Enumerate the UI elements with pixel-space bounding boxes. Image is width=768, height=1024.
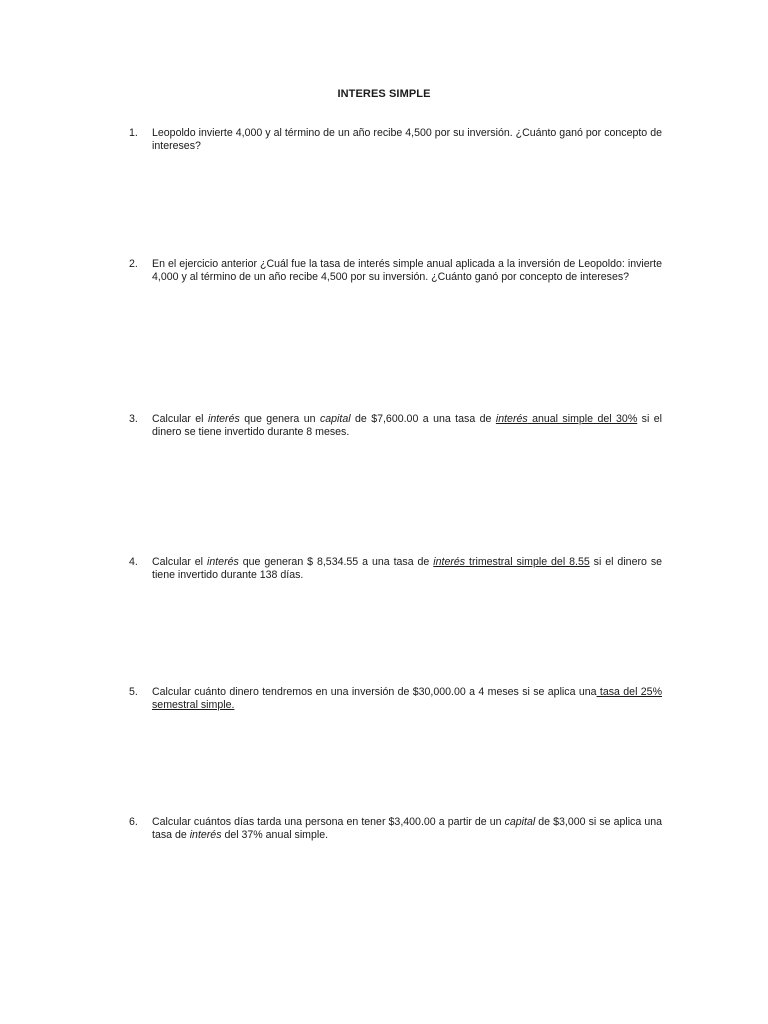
question-6: [129, 816, 662, 842]
text-run: que genera un: [239, 413, 320, 425]
question-5: [129, 686, 662, 712]
question-number: 3.: [129, 413, 138, 425]
text-run: si el dinero se tiene invertido durante 8 meses.: [152, 413, 663, 438]
text-run-underlined: tasa del 25% semestral simple.: [152, 686, 662, 711]
question-number: 1.: [129, 127, 138, 139]
question-number: 5.: [129, 686, 138, 698]
question-1: [129, 127, 662, 153]
question-number: 6.: [129, 816, 138, 828]
question-2: [129, 258, 662, 284]
question-text: [152, 127, 662, 153]
question-text: [152, 816, 662, 842]
question-4: [129, 556, 662, 582]
text-run: Calcular el: [152, 413, 208, 425]
text-run-italic-underlined: interés: [433, 556, 466, 568]
text-run-italic: interés: [189, 829, 222, 841]
question-number: 2.: [129, 258, 138, 270]
text-run: que generan $ 8,534.55 a una tasa de: [238, 556, 434, 568]
page-title: INTERES SIMPLE: [337, 88, 431, 100]
text-run: Calcular el: [152, 556, 207, 568]
text-run: del 37% anual simple.: [221, 829, 329, 841]
text-run: de $7,600.00 a una tasa de: [350, 413, 496, 425]
text-run: Leopoldo invierte 4,000 y al término de un año recibe 4,500 por su inversión. ¿Cuánto ganó por concepto de intereses?: [152, 127, 662, 152]
question-text: [152, 556, 662, 582]
text-run: Calcular cuánto dinero tendremos en una inversión de $30,000.00 a 4 meses si se aplica una: [152, 686, 597, 698]
text-run-italic: capital: [504, 816, 536, 828]
text-run: Calcular cuántos días tarda una persona en tener $3,400.00 a partir de un: [152, 816, 505, 828]
text-run-italic-underlined: interés: [495, 413, 528, 425]
text-run: En el ejercicio anterior ¿Cuál fue la tasa de interés simple anual aplicada a la inversión de Leopoldo: invierte 4,000 y al término de un año recibe 4,500 por su inversión. ¿Cuánto ganó por concepto de intereses?: [152, 258, 662, 283]
question-text: [152, 686, 662, 712]
question-text: [152, 258, 662, 284]
text-run-underlined: anual simple del 30%: [527, 413, 638, 425]
question-3: [129, 413, 662, 439]
text-run: si el dinero se tiene invertido durante 138 días.: [152, 556, 663, 581]
text-run-italic: interés: [207, 413, 240, 425]
text-run-underlined: trimestral simple del 8.55: [465, 556, 590, 568]
question-text: [152, 413, 662, 439]
text-run-italic: interés: [206, 556, 239, 568]
text-run-italic: capital: [319, 413, 351, 425]
text-run: de $3,000 si se aplica una tasa de: [152, 816, 662, 841]
question-number: 4.: [129, 556, 138, 568]
